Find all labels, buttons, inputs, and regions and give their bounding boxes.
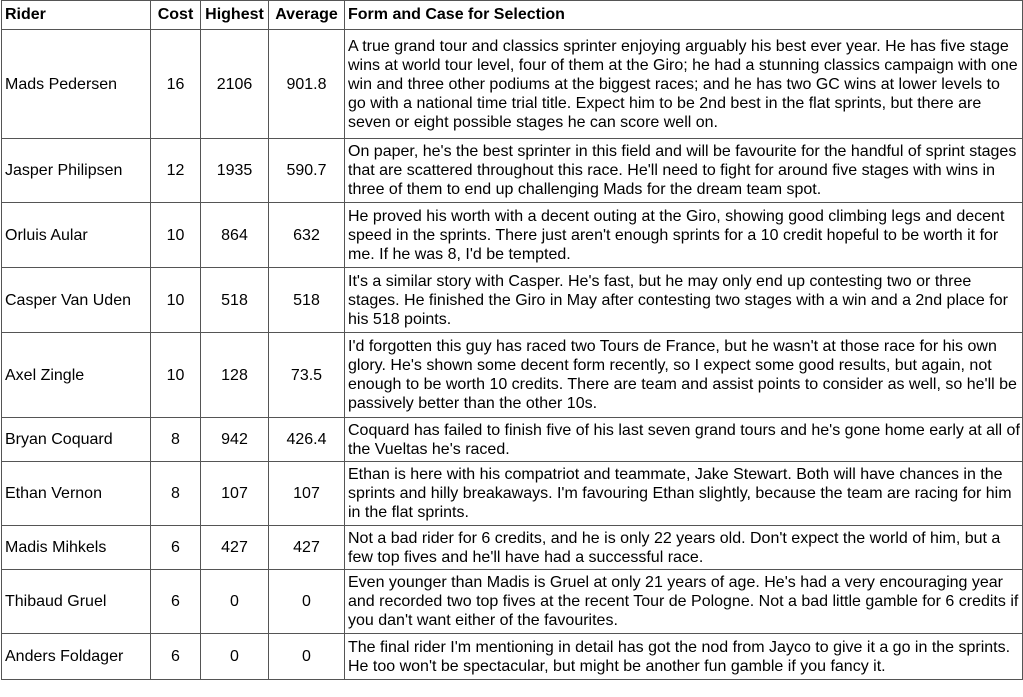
- rider-form: He proved his worth with a decent outing at the Giro, showing good climbing legs and decent speed in the sprints. There just aren't enough sprints for a 10 credit hopeful to be worth it for me. If he was 8, I'd be tempted.: [345, 203, 1023, 268]
- rider-cost: 8: [151, 462, 201, 526]
- rider-name: Bryan Coquard: [2, 418, 151, 462]
- rider-highest: 1935: [201, 139, 269, 203]
- rider-highest: 2106: [201, 30, 269, 139]
- rider-highest: 864: [201, 203, 269, 268]
- header-cost: Cost: [151, 1, 201, 30]
- rider-average: 518: [269, 268, 345, 333]
- rider-name: Thibaud Gruel: [2, 570, 151, 634]
- header-average: Average: [269, 1, 345, 30]
- rider-form: Even younger than Madis is Gruel at only 21 years of age. He's had a very encouraging year and recorded two top fives at the recent Tour de Pologne. Not a bad little gamble for 6 credits if you dan't want either of the favourites.: [345, 570, 1023, 634]
- rider-cost: 10: [151, 333, 201, 418]
- rider-cost: 10: [151, 268, 201, 333]
- rider-highest: 107: [201, 462, 269, 526]
- rider-cost: 6: [151, 570, 201, 634]
- table-row: [2, 462, 1023, 526]
- rider-cost: 10: [151, 203, 201, 268]
- rider-form: A true grand tour and classics sprinter enjoying arguably his best ever year. He has five stage wins at world tour level, four of them at the Giro; he had a stunning classics campaign with one win and three other podiums at the biggest races; and he has two GC wins at lower levels to go with a national time trial title. Expect him to be 2nd best in the flat sprints, but there are seven or eight possible stages he can score well on.: [345, 30, 1023, 139]
- rider-cost: 8: [151, 418, 201, 462]
- rider-form: Coquard has failed to finish five of his last seven grand tours and he's gone home early at all of the Vueltas he's raced.: [345, 418, 1023, 462]
- rider-form: Ethan is here with his compatriot and teammate, Jake Stewart. Both will have chances in the sprints and hilly breakaways. I'm favouring Ethan slightly, because the team are racing for him in the flat sprints.: [345, 462, 1023, 526]
- table-row: [2, 30, 1023, 139]
- rider-average: 632: [269, 203, 345, 268]
- table-row: [2, 268, 1023, 333]
- table-row: [2, 418, 1023, 462]
- table-row: [2, 526, 1023, 570]
- rider-highest: 427: [201, 526, 269, 570]
- rider-cost: 16: [151, 30, 201, 139]
- rider-average: 427: [269, 526, 345, 570]
- rider-name: Anders Foldager: [2, 634, 151, 680]
- rider-average: 426.4: [269, 418, 345, 462]
- header-rider: Rider: [2, 1, 151, 30]
- rider-form: On paper, he's the best sprinter in this field and will be favourite for the handful of sprint stages that are scattered throughout this race. He'll need to fight for around five stages with wins in three of them to end up challenging Mads for the dream team spot.: [345, 139, 1023, 203]
- rider-cost: 12: [151, 139, 201, 203]
- rider-highest: 0: [201, 570, 269, 634]
- rider-name: Orluis Aular: [2, 203, 151, 268]
- rider-average: 0: [269, 570, 345, 634]
- rider-average: 0: [269, 634, 345, 680]
- rider-cost: 6: [151, 634, 201, 680]
- table-row: [2, 634, 1023, 680]
- rider-selection-table: [1, 0, 1023, 680]
- rider-name: Mads Pedersen: [2, 30, 151, 139]
- rider-average: 901.8: [269, 30, 345, 139]
- rider-form: It's a similar story with Casper. He's fast, but he may only end up contesting two or three stages. He finished the Giro in May after contesting two stages with a win and a 2nd place for his 518 points.: [345, 268, 1023, 333]
- rider-highest: 0: [201, 634, 269, 680]
- header-highest: Highest: [201, 1, 269, 30]
- rider-average: 590.7: [269, 139, 345, 203]
- table-row: [2, 333, 1023, 418]
- rider-form: Not a bad rider for 6 credits, and he is only 22 years old. Don't expect the world of him, but a few top fives and he'll have had a successful race.: [345, 526, 1023, 570]
- rider-average: 107: [269, 462, 345, 526]
- rider-name: Ethan Vernon: [2, 462, 151, 526]
- rider-form: I'd forgotten this guy has raced two Tours de France, but he wasn't at those race for his own glory. He's shown some decent form recently, so I expect some good results, but again, not enough to be worth 10 credits. There are team and assist points to consider as well, so he'll be passively better than the other 10s.: [345, 333, 1023, 418]
- rider-highest: 128: [201, 333, 269, 418]
- rider-form: The final rider I'm mentioning in detail has got the nod from Jayco to give it a go in the sprints. He too won't be spectacular, but might be another fun gamble if you fancy it.: [345, 634, 1023, 680]
- header-form: Form and Case for Selection: [345, 1, 1023, 30]
- rider-name: Jasper Philipsen: [2, 139, 151, 203]
- table-row: [2, 570, 1023, 634]
- table-row: [2, 203, 1023, 268]
- rider-cost: 6: [151, 526, 201, 570]
- table-row: [2, 139, 1023, 203]
- rider-name: Axel Zingle: [2, 333, 151, 418]
- rider-highest: 518: [201, 268, 269, 333]
- rider-highest: 942: [201, 418, 269, 462]
- rider-name: Madis Mihkels: [2, 526, 151, 570]
- rider-average: 73.5: [269, 333, 345, 418]
- header-row: [2, 1, 1023, 30]
- rider-name: Casper Van Uden: [2, 268, 151, 333]
